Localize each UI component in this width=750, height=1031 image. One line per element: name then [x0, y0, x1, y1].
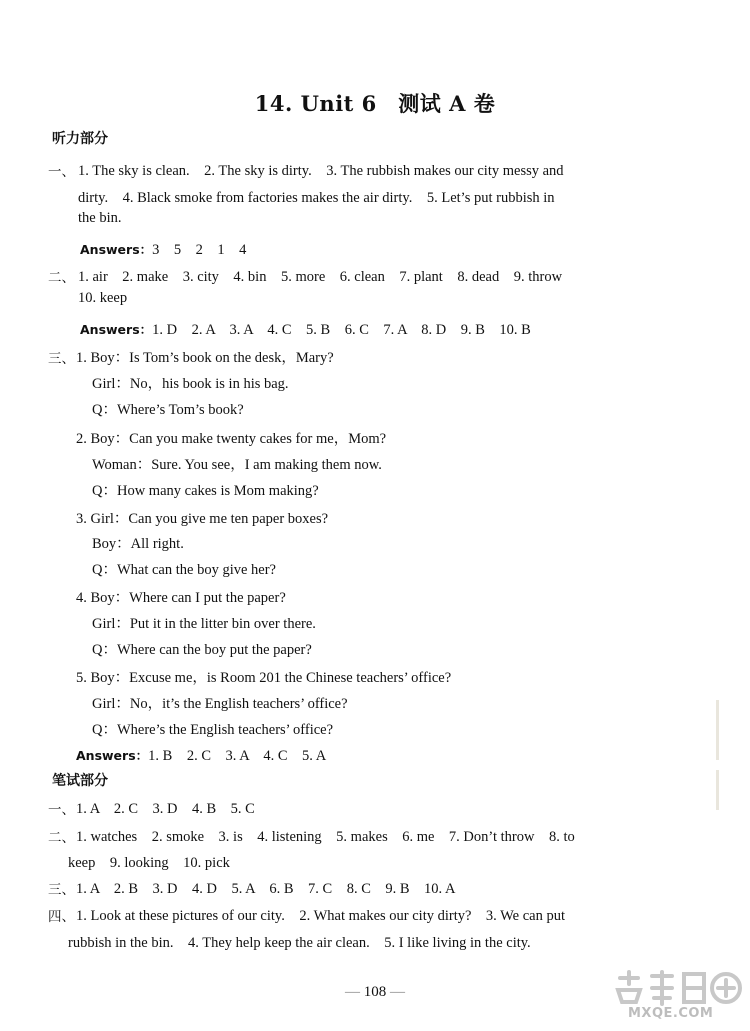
- listening-section-heading: 听力部分: [52, 131, 108, 147]
- question-marker: 二、: [48, 830, 75, 846]
- question-line: 1. air 2. make 3. city 4. bin 5. more 6. clean 7. plant 8. dead 9. throw: [78, 269, 563, 285]
- answers-row: [76, 744, 326, 765]
- answer-line: 1. A 2. C 3. D 4. B 5. C: [76, 801, 255, 817]
- answers-label: Answers：: [76, 748, 149, 763]
- dialogue-line: Woman：Sure. You see，I am making them now.: [92, 457, 382, 473]
- question-line: dirty. 4. Black smoke from factories makes the air dirty. 5. Let’s put rubbish in: [78, 190, 555, 206]
- watermark-text: MXQE.COM: [628, 1006, 714, 1021]
- question-line: 1. The sky is clean. 2. The sky is dirty. 3. The rubbish makes our city messy and: [78, 163, 564, 179]
- dialogue-line: Girl：No，it’s the English teachers’ office?: [92, 696, 348, 712]
- answer-line: 1. Look at these pictures of our city. 2. What makes our city dirty? 3. We can put: [76, 908, 566, 924]
- scan-edge-mark: [716, 770, 719, 810]
- dialogue-line: Q：What can the boy give her?: [92, 562, 276, 578]
- answers-value: 1. B 2. C 3. A 4. C 5. A: [148, 748, 327, 764]
- answer-line: 1. watches 2. smoke 3. is 4. listening 5. makes 6. me 7. Don’t throw 8. to: [76, 829, 575, 845]
- written-section-heading: 笔试部分: [52, 773, 108, 789]
- dialogue-line: Q：How many cakes is Mom making?: [92, 483, 319, 499]
- page-dash-left: —: [345, 984, 364, 1000]
- dialogue-line: Girl：Put it in the litter bin over there.: [92, 616, 316, 632]
- page-number-value: 108: [363, 984, 387, 1000]
- dialogue-line: Q：Where can the boy put the paper?: [92, 642, 312, 658]
- dialogue-line: Q：Where’s Tom’s book?: [92, 402, 244, 418]
- question-marker: 一、: [48, 164, 75, 180]
- question-marker: 一、: [48, 802, 75, 818]
- dialogue-line: Q：Where’s the English teachers’ office?: [92, 722, 334, 738]
- question-line: the bin.: [78, 210, 122, 226]
- dialogue-line: 5. Boy：Excuse me，is Room 201 the Chinese teachers’ office?: [76, 670, 452, 686]
- answer-line: keep 9. looking 10. pick: [68, 855, 230, 871]
- answers-row: [80, 318, 531, 339]
- answers-value: 1. D 2. A 3. A 4. C 5. B 6. C 7. A 8. D 9. B 10. B: [152, 322, 531, 338]
- watermark-logo: [612, 968, 744, 1026]
- question-marker: 四、: [48, 909, 75, 925]
- dialogue-line: 3. Girl：Can you give me ten paper boxes?: [76, 511, 329, 527]
- answers-value: 3 5 2 1 4: [152, 242, 247, 258]
- question-marker: 三、: [48, 351, 75, 367]
- answer-line: rubbish in the bin. 4. They help keep the air clean. 5. I like living in the city.: [68, 935, 531, 951]
- question-marker: 二、: [48, 270, 75, 286]
- dialogue-line: Girl：No，his book is in his bag.: [92, 376, 289, 392]
- question-marker: 三、: [48, 882, 75, 898]
- scan-edge-mark: [716, 700, 719, 760]
- answers-row: [80, 238, 246, 259]
- dialogue-line: 1. Boy：Is Tom’s book on the desk，Mary?: [76, 350, 334, 366]
- question-line: 10. keep: [78, 290, 128, 306]
- dialogue-line: Boy：All right.: [92, 536, 184, 552]
- answers-label: Answers：: [80, 242, 153, 257]
- answers-label: Answers：: [80, 322, 153, 337]
- dialogue-line: 4. Boy：Where can I put the paper?: [76, 590, 286, 606]
- page-title: 14. Unit 6 测试 A 卷: [254, 91, 496, 116]
- answer-line: 1. A 2. B 3. D 4. D 5. A 6. B 7. C 8. C 9. B 10. A: [76, 881, 456, 897]
- watermark-emblem-icon: [612, 968, 744, 1008]
- dialogue-line: 2. Boy：Can you make twenty cakes for me，Mom?: [76, 431, 387, 447]
- page-dash-right: —: [386, 984, 405, 1000]
